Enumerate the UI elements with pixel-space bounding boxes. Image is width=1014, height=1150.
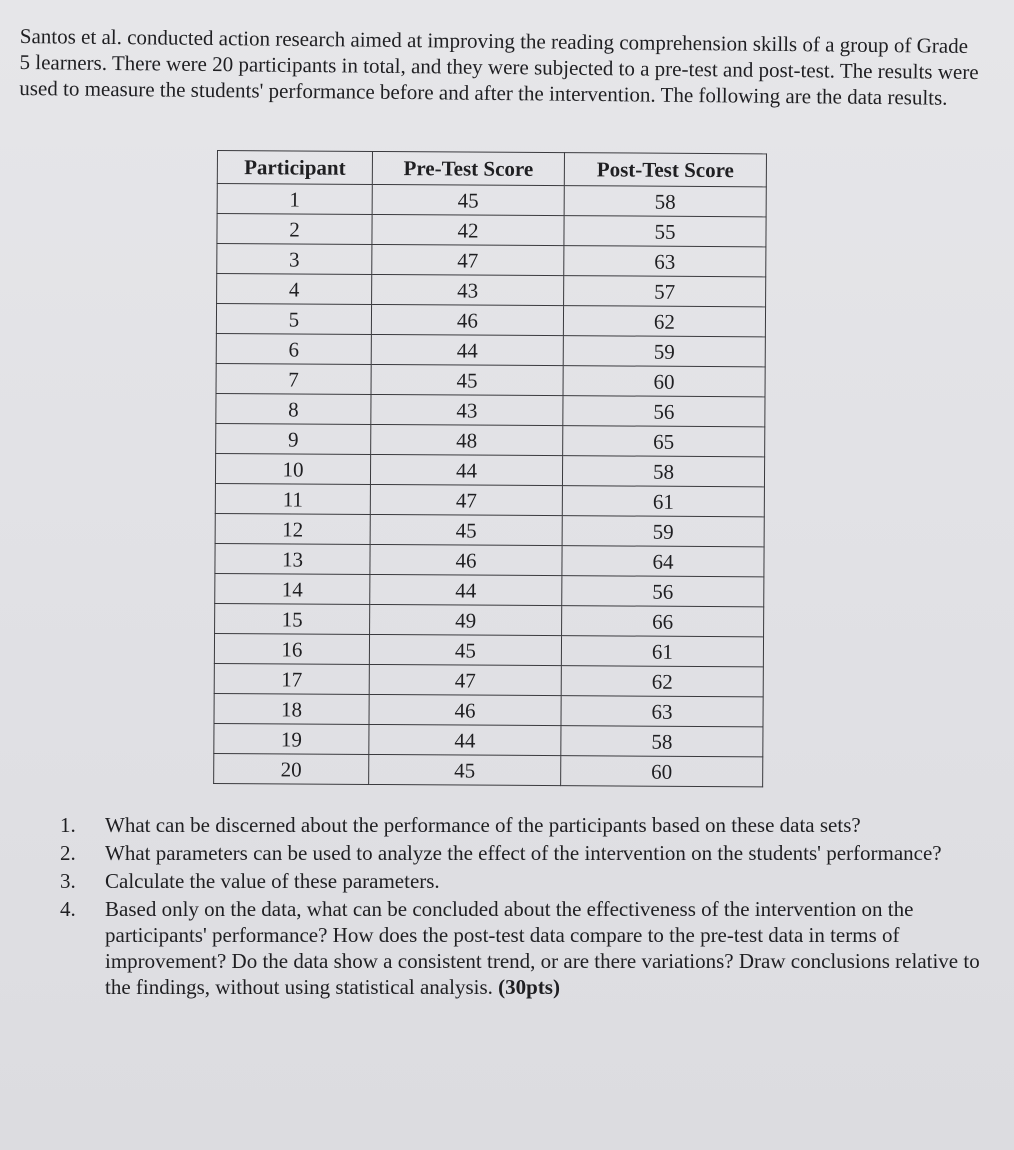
question-text: Calculate the value of these parameters. — [105, 869, 440, 893]
cell-pre-test: 45 — [369, 754, 561, 785]
table-row — [216, 393, 765, 426]
cell-pre-test: 44 — [370, 454, 562, 485]
cell-post-test: 65 — [563, 426, 765, 457]
cell-post-test: 58 — [564, 186, 766, 217]
table-row — [214, 663, 763, 696]
cell-participant: 20 — [214, 753, 369, 784]
table-header-row — [217, 151, 766, 187]
question-number: 1. — [60, 813, 76, 837]
cell-pre-test: 48 — [371, 424, 563, 455]
cell-participant: 1 — [217, 184, 372, 215]
cell-pre-test: 45 — [371, 364, 563, 395]
cell-pre-test: 42 — [372, 214, 564, 245]
table-row — [215, 543, 764, 576]
cell-pre-test: 46 — [370, 544, 562, 575]
questions-list — [60, 812, 990, 1002]
cell-participant: 5 — [216, 304, 371, 335]
cell-post-test: 60 — [561, 756, 763, 787]
cell-pre-test: 45 — [369, 634, 561, 665]
cell-participant: 17 — [214, 663, 369, 694]
cell-participant: 18 — [214, 693, 369, 724]
cell-pre-test: 43 — [371, 394, 563, 425]
table-row — [217, 244, 766, 277]
cell-participant: 7 — [216, 363, 371, 394]
cell-participant: 3 — [217, 244, 372, 275]
cell-participant: 12 — [215, 513, 370, 544]
cell-post-test: 63 — [564, 246, 766, 277]
question-item — [60, 896, 990, 1000]
table-body — [214, 184, 767, 787]
scores-table-container — [213, 150, 767, 787]
cell-participant: 8 — [216, 393, 371, 424]
header-pre-test: Pre-Test Score — [372, 151, 564, 185]
table-row — [215, 483, 764, 516]
question-text: Based only on the data, what can be concluded about the effectiveness of the intervention on the participants' performance? How does the post-test data compare to the pre-test data in terms of improvement? Do the data show a consistent trend, or are there variations? Draw conclusions relative to the findings, without using statistical analysis. — [105, 897, 980, 999]
cell-post-test: 58 — [562, 456, 764, 487]
cell-participant: 11 — [215, 483, 370, 514]
question-number: 3. — [60, 869, 76, 893]
table-row — [215, 513, 764, 546]
table-row — [217, 184, 766, 217]
cell-participant: 6 — [216, 333, 371, 364]
cell-pre-test: 44 — [371, 334, 563, 365]
cell-post-test: 57 — [564, 276, 766, 307]
cell-pre-test: 46 — [371, 304, 563, 335]
cell-participant: 13 — [215, 543, 370, 574]
cell-participant: 16 — [214, 633, 369, 664]
cell-pre-test: 47 — [372, 244, 564, 275]
cell-post-test: 62 — [561, 666, 763, 697]
cell-pre-test: 49 — [370, 604, 562, 635]
question-number: 2. — [60, 841, 76, 865]
cell-pre-test: 46 — [369, 694, 561, 725]
cell-pre-test: 44 — [370, 574, 562, 605]
table-row — [215, 453, 764, 486]
cell-post-test: 61 — [562, 486, 764, 517]
table-row — [216, 304, 765, 337]
cell-participant: 10 — [215, 453, 370, 484]
cell-post-test: 64 — [562, 546, 764, 577]
cell-participant: 14 — [215, 573, 370, 604]
cell-pre-test: 43 — [372, 274, 564, 305]
cell-participant: 4 — [217, 274, 372, 305]
table-row — [214, 753, 763, 786]
cell-pre-test: 45 — [372, 184, 564, 215]
table-row — [215, 603, 764, 636]
cell-post-test: 59 — [563, 336, 765, 367]
table-row — [217, 214, 766, 247]
cell-pre-test: 45 — [370, 514, 562, 545]
cell-participant: 15 — [215, 603, 370, 634]
cell-post-test: 63 — [561, 696, 763, 727]
table-row — [214, 633, 763, 666]
cell-participant: 9 — [216, 423, 371, 454]
table-row — [214, 723, 763, 756]
table-row — [217, 274, 766, 307]
table-row — [214, 693, 763, 726]
cell-post-test: 55 — [564, 216, 766, 247]
question-item — [60, 812, 990, 838]
question-item — [60, 868, 990, 894]
scores-table — [213, 150, 767, 787]
cell-pre-test: 47 — [370, 484, 562, 515]
question-text: What parameters can be used to analyze the effect of the intervention on the students' performance? — [105, 841, 942, 865]
cell-post-test: 61 — [561, 636, 763, 667]
cell-post-test: 58 — [561, 726, 763, 757]
cell-post-test: 66 — [562, 606, 764, 637]
header-participant: Participant — [217, 151, 372, 185]
table-row — [216, 333, 765, 366]
question-text: What can be discerned about the performance of the participants based on these data sets? — [105, 813, 861, 837]
cell-post-test: 56 — [563, 396, 765, 427]
cell-participant: 19 — [214, 723, 369, 754]
cell-post-test: 62 — [563, 306, 765, 337]
cell-pre-test: 47 — [369, 664, 561, 695]
cell-post-test: 59 — [562, 516, 764, 547]
points-label: (30pts) — [498, 975, 560, 999]
question-item — [60, 840, 990, 866]
question-number: 4. — [60, 897, 76, 921]
table-row — [216, 423, 765, 456]
intro-paragraph: Santos et al. conducted action research aimed at improving the reading comprehension skills of a group of Grade 5 learners. There were 20 participants in total, and they were subjected to a pre-test and post-test. The results were used to measure the students' performance before and after the intervention. The following are the data results. — [19, 23, 979, 110]
cell-pre-test: 44 — [369, 724, 561, 755]
header-post-test: Post-Test Score — [564, 153, 766, 187]
table-row — [215, 573, 764, 606]
table-row — [216, 363, 765, 396]
cell-post-test: 56 — [562, 576, 764, 607]
cell-participant: 2 — [217, 214, 372, 245]
cell-post-test: 60 — [563, 366, 765, 397]
